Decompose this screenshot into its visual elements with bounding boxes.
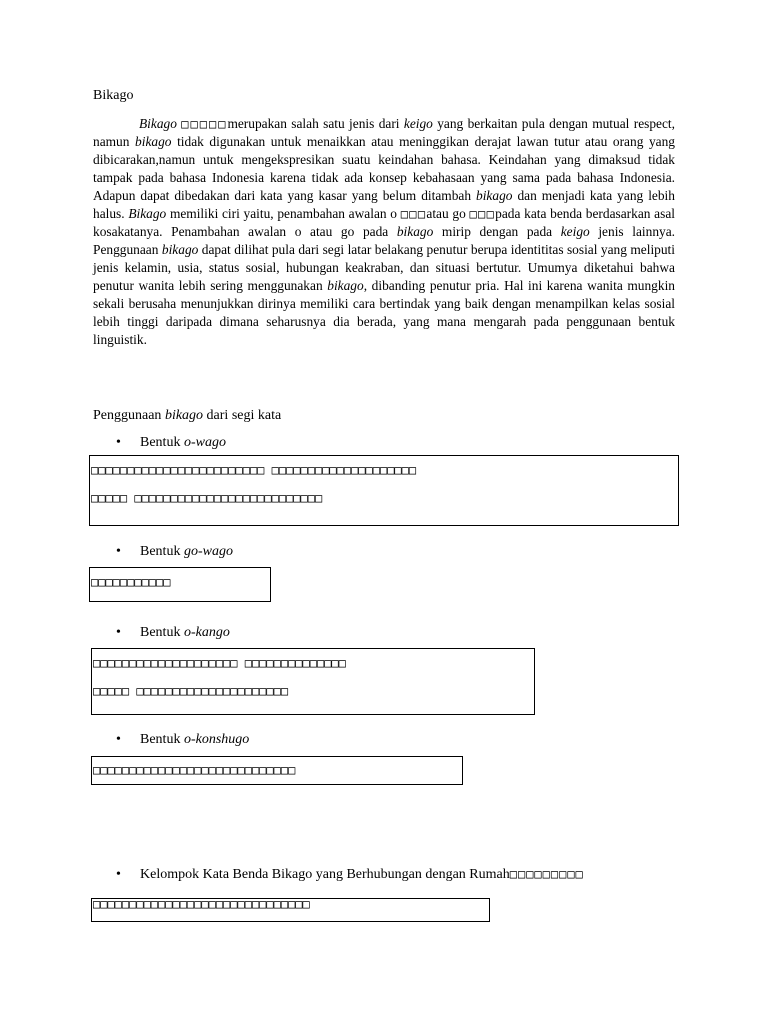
paragraph-segment: dan menjadi kata yang lebih halus. [93,188,675,221]
section-heading [93,408,281,424]
paragraph-segment: atau go [426,206,470,221]
paragraph-segment: pada kata benda berdasarkan asal kosakatanya. Penambahan awalan o atau go pada [93,206,675,239]
example-line: □□□□□□□□□□□□□□□□□□□□□□□□□□□□ [93,763,296,777]
bullet-label: Bentuk [140,544,184,559]
paragraph-segment: memiliki ciri yaitu, penambahan awalan o [166,206,401,221]
example-line: □□□□□□□□□□□ [91,575,171,589]
paragraph-segment: dapat dilihat pula dari segi latar belakang penutur berupa identititas sosial yang meliputi jenis kelamin, usia, status sosial, hubungan keakraban, dan situasi bertutur. Umumya diketahui bahwa penutur wanita lebih sering menggunakan [93,242,675,293]
bullet-dot-icon: • [116,732,121,747]
bullet-dot-icon: • [116,544,121,559]
bullet-label: Kelompok Kata Benda Bikago yang Berhubungan dengan Rumah [140,867,510,882]
paragraph-segment: yang berkaitan pula dengan mutual respect, namun [93,116,675,149]
paragraph-segment: bikago [476,188,513,203]
example-box-o-kango [91,648,535,715]
example-line: □□□□□□□□□□□□□□□□□□□□ □□□□□□□□□□□□□□ [93,656,346,670]
paragraph-segment: tidak digunakan untuk menaikkan atau meninggikan derajat lawan tutur atau orang yang dibicarakan,namun untuk mengekspresikan suatu keindahan bahasa. Keindahan yang dimaksud tidak tampak pada bahasa Indonesia karena tidak ada konsep kebahasaan yang sama pada bahasa Indonesia. Adapun dapat dibedakan dari kata yang kasar yang belum ditambah [93,134,675,203]
paragraph-segment: □□□ [469,207,496,221]
bullet-o-wago [116,435,226,451]
bullet-dot-icon: • [116,867,121,882]
example-box-o-konshugo [91,756,463,785]
paragraph-segment: Bikago [128,206,167,221]
bullet-kata-benda-rumah [116,867,584,883]
example-line: □□□□□ □□□□□□□□□□□□□□□□□□□□□ [93,684,289,698]
paragraph-segment: bikago [135,134,172,149]
section-heading-pre: Penggunaan [93,408,165,423]
paragraph-segment: keigo [560,224,590,239]
example-line: □□□□□ □□□□□□□□□□□□□□□□□□□□□□□□□□ [91,491,323,505]
document-title: Bikago [93,88,134,103]
section-heading-italic: bikago [164,408,204,423]
bullet-go-wago [116,544,233,560]
example-line: □□□□□□□□□□□□□□□□□□□□□□□□ □□□□□□□□□□□□□□□□□□□□ [91,463,417,477]
bullet-label-jp: □□□□□□□□□ [509,867,584,881]
paragraph-segment: merupakan salah satu jenis dari [227,116,404,131]
example-box-go-wago [89,567,271,602]
bullet-label-italic: o-wago [183,435,226,450]
bullet-label: Bentuk [140,732,184,747]
paragraph-segment: bikago [161,242,199,257]
paragraph-segment: bikago [396,224,434,239]
paragraph-segment: bikago [327,278,364,293]
paragraph-lead: Bikago [139,116,177,131]
paragraph-lead-jp: □□□□□ [181,117,228,131]
bullet-o-konshugo [116,732,249,748]
paragraph-segment: □□□ [400,207,427,221]
section-heading-post: dari segi kata [203,408,282,423]
bullet-label-italic: o-konshugo [183,732,250,747]
bullet-label-italic: o-kango [183,625,230,640]
example-line: □□□□□□□□□□□□□□□□□□□□□□□□□□□□□□ [93,899,310,911]
paragraph-text [93,115,675,349]
paragraph-segment: keigo [403,116,433,131]
paragraph-segment: , dibanding penutur pria. Hal ini karena wanita mungkin sekali berusaha menunjukkan dirinya memiliki cara bertindak yang baik dengan menampilkan kelas sosial lebih tinggi daripada dimana seharusnya dia berada, yang mana mengarah pada penggunaan bentuk linguistik. [93,278,675,347]
paragraph-segment: jenis lainnya. Penggunaan [93,224,675,257]
bullet-label-italic: go-wago [183,544,233,559]
bullet-dot-icon: • [116,625,121,640]
bullet-label: Bentuk [140,435,184,450]
example-box-rumah [91,898,490,922]
bullet-o-kango [116,625,230,641]
example-box-o-wago [89,455,679,526]
intro-paragraph [93,115,675,349]
bullet-label: Bentuk [140,625,184,640]
bullet-dot-icon: • [116,435,121,450]
paragraph-segment: mirip dengan pada [433,224,561,239]
